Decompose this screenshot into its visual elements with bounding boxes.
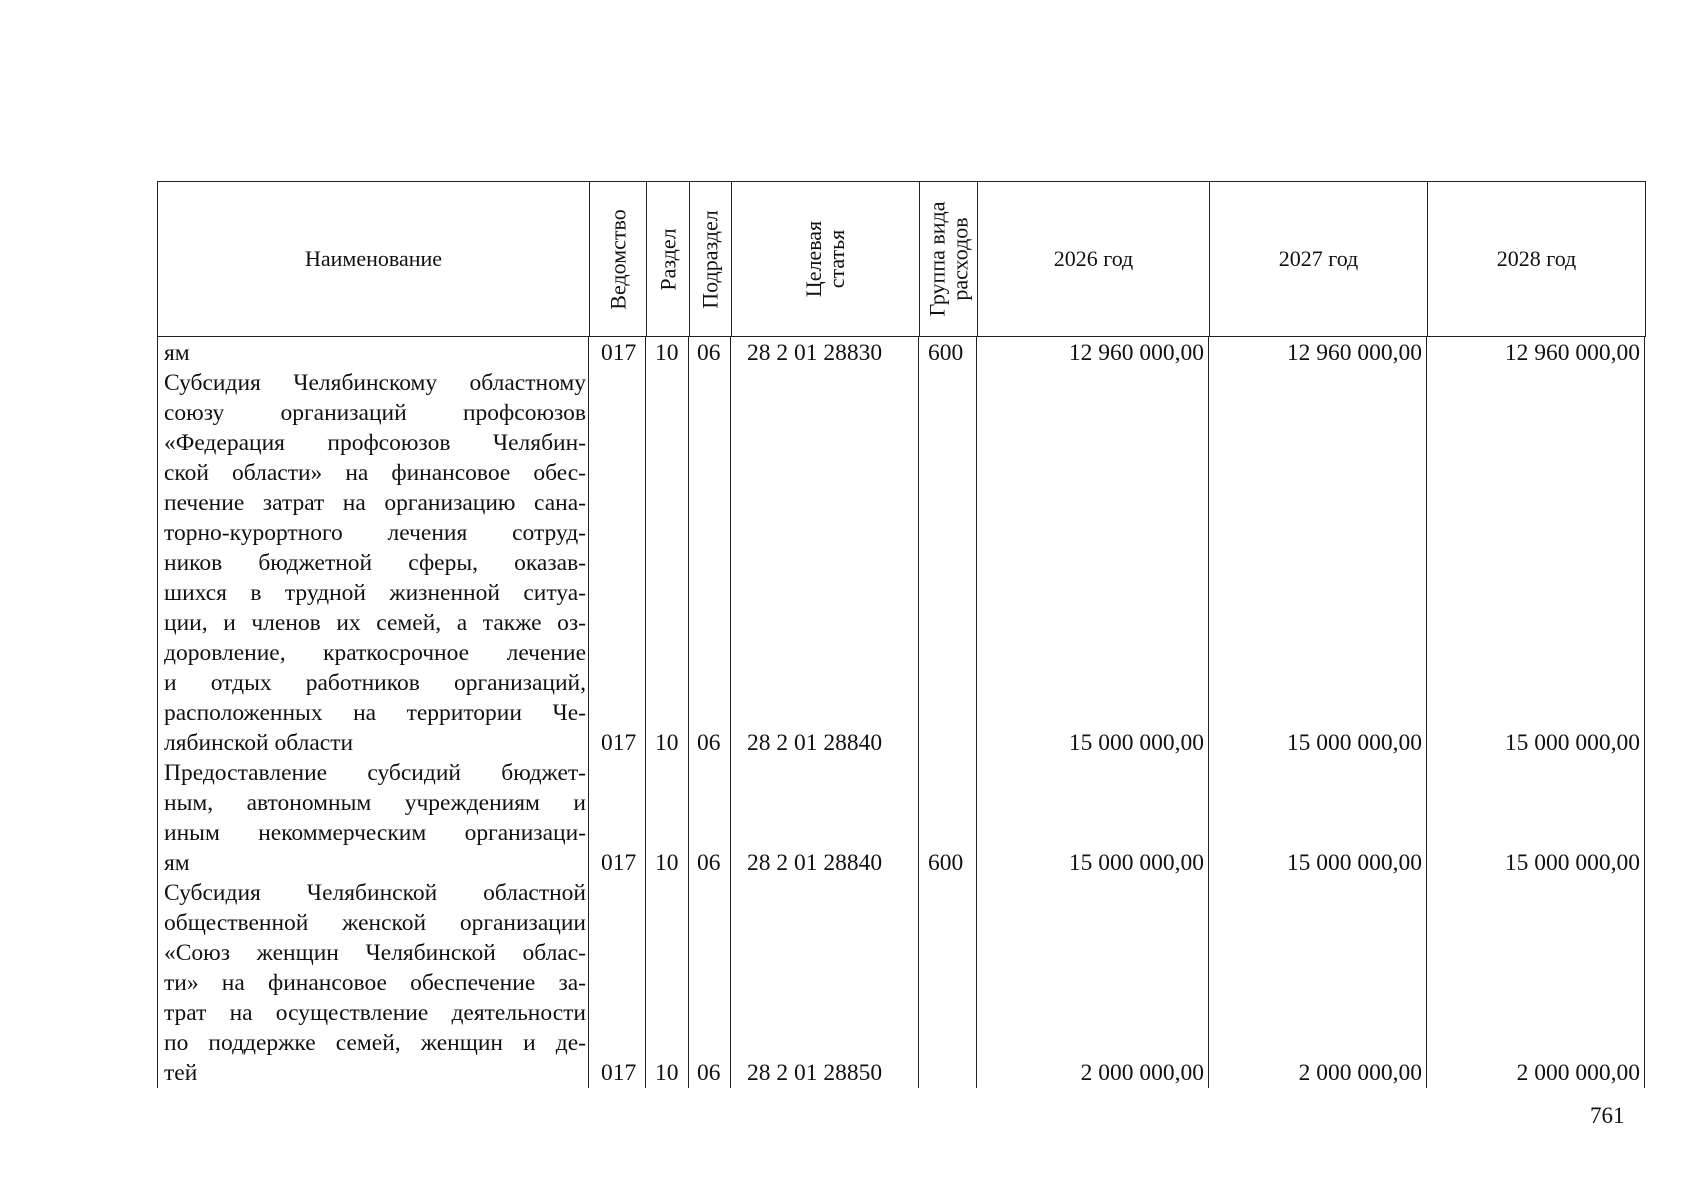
table-header (158, 182, 1646, 337)
column-divider (976, 336, 977, 1088)
name-line: «Союз женщин Челябинской облас- (164, 940, 586, 966)
header-razdel-label: Раздел (655, 227, 681, 291)
header-podrazdel-label: Подраздел (698, 209, 724, 309)
header-2026 (978, 182, 1210, 336)
header-podrazdel (690, 182, 732, 336)
cell-podrazdel: 06 (697, 850, 721, 876)
cell-vedomstvo: 017 (601, 340, 637, 366)
cell-razdel: 10 (655, 1060, 679, 1086)
header-name-label: Наименование (304, 246, 443, 271)
name-line: шихся в трудной жизненной ситуа- (164, 580, 586, 606)
name-line: по поддержке семей, женщин и де- (164, 1030, 586, 1056)
cell-gruppa: 600 (928, 850, 964, 876)
cell-2026: 12 960 000,00 (1068, 340, 1204, 366)
cell-2028: 12 960 000,00 (1504, 340, 1640, 366)
header-2027-label: 2027 год (1278, 246, 1359, 271)
column-divider (1208, 336, 1209, 1088)
cell-razdel: 10 (655, 730, 679, 756)
cell-2027: 12 960 000,00 (1286, 340, 1422, 366)
cell-celevaya: 28 2 01 28850 (747, 1060, 883, 1086)
name-line: печение затрат на организацию сана- (164, 490, 586, 516)
cell-celevaya: 28 2 01 28840 (747, 730, 883, 756)
header-name (158, 182, 590, 336)
header-vedomstvo-label: Ведомство (605, 208, 631, 310)
name-line: союзу организаций профсоюзов (164, 400, 586, 426)
header-gruppa (920, 182, 978, 336)
cell-celevaya: 28 2 01 28830 (747, 340, 883, 366)
header-2028 (1428, 182, 1646, 336)
cell-2027: 2 000 000,00 (1298, 1060, 1422, 1086)
header-gruppa-label (926, 202, 972, 317)
cell-2028: 2 000 000,00 (1516, 1060, 1640, 1086)
name-line: Субсидия Челябинской областной (164, 880, 586, 906)
name-line: иным некоммерческим организаци- (164, 820, 586, 846)
cell-2026: 15 000 000,00 (1068, 850, 1204, 876)
name-line: Предоставление субсидий бюджет- (164, 760, 586, 786)
name-line: ям (164, 850, 190, 876)
cell-celevaya: 28 2 01 28840 (747, 850, 883, 876)
cell-2026: 15 000 000,00 (1068, 730, 1204, 756)
name-line: ным, автономным учреждениям и (164, 790, 586, 816)
header-celevaya-label (802, 221, 848, 297)
header-vedomstvo (590, 182, 647, 336)
cell-vedomstvo: 017 (601, 730, 637, 756)
header-celevaya-line1: Целевая (801, 220, 827, 298)
table-body (158, 336, 1646, 1088)
cell-podrazdel: 06 (697, 730, 721, 756)
cell-vedomstvo: 017 (601, 1060, 637, 1086)
cell-2026: 2 000 000,00 (1080, 1060, 1204, 1086)
name-column-text (164, 338, 586, 1088)
header-celevaya-line2: статья (824, 229, 850, 289)
column-divider (588, 336, 589, 1088)
name-line: ников бюджетной сферы, оказав- (164, 550, 586, 576)
header-2026-label: 2026 год (1053, 246, 1134, 271)
column-divider (730, 336, 731, 1088)
name-line: «Федерация профсоюзов Челябин- (164, 430, 586, 456)
cell-2028: 15 000 000,00 (1504, 730, 1640, 756)
cell-razdel: 10 (655, 850, 679, 876)
column-divider (1644, 336, 1645, 1088)
header-gruppa-line1: Группа вида (924, 201, 950, 317)
cell-vedomstvo: 017 (601, 850, 637, 876)
name-line: расположенных на территории Че- (164, 700, 586, 726)
name-line: и отдых работников организаций, (164, 670, 586, 696)
column-divider (645, 336, 646, 1088)
name-line: ской области» на финансовое обес- (164, 460, 586, 486)
cell-gruppa: 600 (928, 340, 964, 366)
budget-table (157, 181, 1646, 1088)
header-2027 (1210, 182, 1428, 336)
cell-2027: 15 000 000,00 (1286, 730, 1422, 756)
name-line: трат на осуществление деятельности (164, 1000, 586, 1026)
name-line: лябинской области (164, 730, 354, 756)
name-line: ции, и членов их семей, а также оз- (164, 610, 586, 636)
column-divider (688, 336, 689, 1088)
page-number: 761 (1590, 1103, 1625, 1128)
cell-podrazdel: 06 (697, 340, 721, 366)
name-line: ти» на финансовое обеспечение за- (164, 970, 586, 996)
cell-2028: 15 000 000,00 (1504, 850, 1640, 876)
name-line: торно-курортного лечения сотруд- (164, 520, 586, 546)
column-divider (1426, 336, 1427, 1088)
header-gruppa-line2: расходов (947, 217, 973, 301)
cell-podrazdel: 06 (697, 1060, 721, 1086)
name-line: общественной женской организации (164, 910, 586, 936)
name-line: Субсидия Челябинскому областному (164, 370, 586, 396)
header-celevaya (732, 182, 920, 336)
header-2028-label: 2028 год (1496, 246, 1577, 271)
name-line: ям (164, 340, 190, 366)
name-line: доровление, краткосрочное лечение (164, 640, 586, 666)
name-line: тей (164, 1060, 198, 1086)
header-razdel (647, 182, 690, 336)
cell-razdel: 10 (655, 340, 679, 366)
column-divider (918, 336, 919, 1088)
cell-2027: 15 000 000,00 (1286, 850, 1422, 876)
